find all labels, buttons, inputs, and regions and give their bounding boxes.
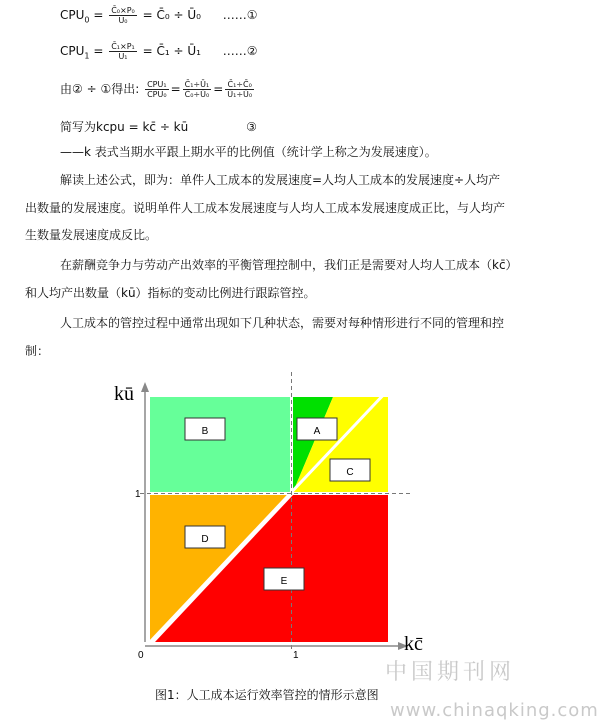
eq3-num-3: C̄₁÷C̄₀	[225, 80, 254, 90]
equation-4	[60, 118, 257, 135]
eq2-eqsign: =	[93, 44, 104, 58]
eq2-fraction	[109, 42, 137, 61]
eq1-marker: ……①	[222, 8, 258, 22]
region-d-label: D	[201, 534, 209, 545]
eq3-fraction-2	[183, 80, 212, 99]
paragraph-interpretation-line-3: 生数量发展速度成反比。	[25, 228, 158, 242]
watermark-logo-text: 中国期刊网	[385, 660, 516, 685]
eq1-lhs: CPU	[60, 8, 85, 22]
watermark-url: www.chinaqking.com	[390, 700, 599, 721]
region-c-label: C	[346, 467, 354, 478]
equation-1	[60, 6, 258, 25]
equation-2	[60, 42, 258, 61]
y-axis-arrow	[141, 382, 149, 392]
eq2-denominator: U₁	[118, 52, 128, 61]
eq3-num-2: C̄₁÷Ū₁	[184, 80, 210, 89]
eq3-num-1: CPU₁	[147, 80, 167, 89]
equation-3: 由② ÷ ①得出: $\frac{\text{CPU₁}}{\text{CPU₀}}$ = $\frac{\text{C̄₁÷Ū₁}}{\text{C̄₀÷Ū₀}}$ = $\frac{\text{C̄₁÷C̄₀}}{\text{Ū₁÷Ū₀}}$	[60, 80, 253, 99]
eq1-lhs-sub: 0	[84, 15, 90, 25]
paragraph-definition: ——k 表式当期水平跟上期水平的比例值（统计学上称之为发展速度）。	[60, 145, 437, 159]
eq3-den-2: C̄₀÷Ū₀	[184, 90, 210, 99]
paragraph-interpretation-line-1: 解读上述公式，即为：单件人工成本的发展速度=人均人工成本的发展速度÷人均产	[60, 173, 501, 187]
eq3-fraction-1	[145, 80, 168, 99]
paragraph-control-line-1: 在薪酬竞争力与劳动产出效率的平衡管理控制中，我们正是需要对人均人工成本（kc̄）	[60, 258, 518, 272]
paragraph-interpretation-line-2: 出数量的发展速度。说明单件人工成本发展速度与人均人工成本发展速度成正比，与人均产	[25, 201, 506, 215]
eq2-lhs: CPU	[60, 44, 85, 58]
eq3-prefix: 由② ÷ ①得出:	[60, 82, 140, 96]
x-tick-one: 1	[293, 650, 299, 661]
eq2-marker: ……②	[222, 44, 258, 58]
paragraph-states-line-2: 制：	[25, 344, 50, 358]
eq1-eqsign: =	[93, 8, 104, 22]
paragraph-control-line-2: 和人均产出数量（kū）指标的变动比例进行跟踪管控。	[25, 286, 316, 300]
y-axis-label: kū	[114, 383, 134, 405]
eq2-rhs: = C̄₁ ÷ Ū₁	[142, 44, 201, 58]
region-a-label: A	[313, 426, 321, 437]
figure-caption: 图1：人工成本运行效率管控的情形示意图	[155, 688, 379, 702]
origin-label: 0	[138, 650, 144, 661]
status-quadrant-diagram	[100, 370, 440, 670]
eq1-denominator: U₀	[118, 16, 128, 25]
eq1-rhs: = C̄₀ ÷ Ū₀	[142, 8, 201, 22]
eq3-den-1: CPU₀	[147, 90, 167, 99]
paragraph-states-line-1: 人工成本的管控过程中通常出现如下几种状态，需要对每种情形进行不同的管理和控	[60, 316, 505, 330]
eq3-fraction-3	[225, 80, 254, 99]
eq4-text: 简写为kcpu = kc̄ ÷ kū	[60, 120, 189, 134]
y-tick-one: 1	[135, 489, 141, 500]
eq2-lhs-sub: 1	[84, 51, 90, 61]
eq2-numerator: C̄₁×P₁	[111, 42, 135, 51]
region-b	[150, 397, 290, 492]
x-axis-label: kc̄	[404, 633, 423, 655]
region-b-label: B	[201, 426, 209, 437]
region-e-label: E	[280, 576, 288, 587]
eq3-den-3: Ū₁÷Ū₀	[227, 90, 253, 99]
eq4-marker: ③	[246, 120, 257, 134]
eq1-numerator: C̄₀×P₀	[111, 6, 135, 15]
eq1-fraction	[109, 6, 137, 25]
